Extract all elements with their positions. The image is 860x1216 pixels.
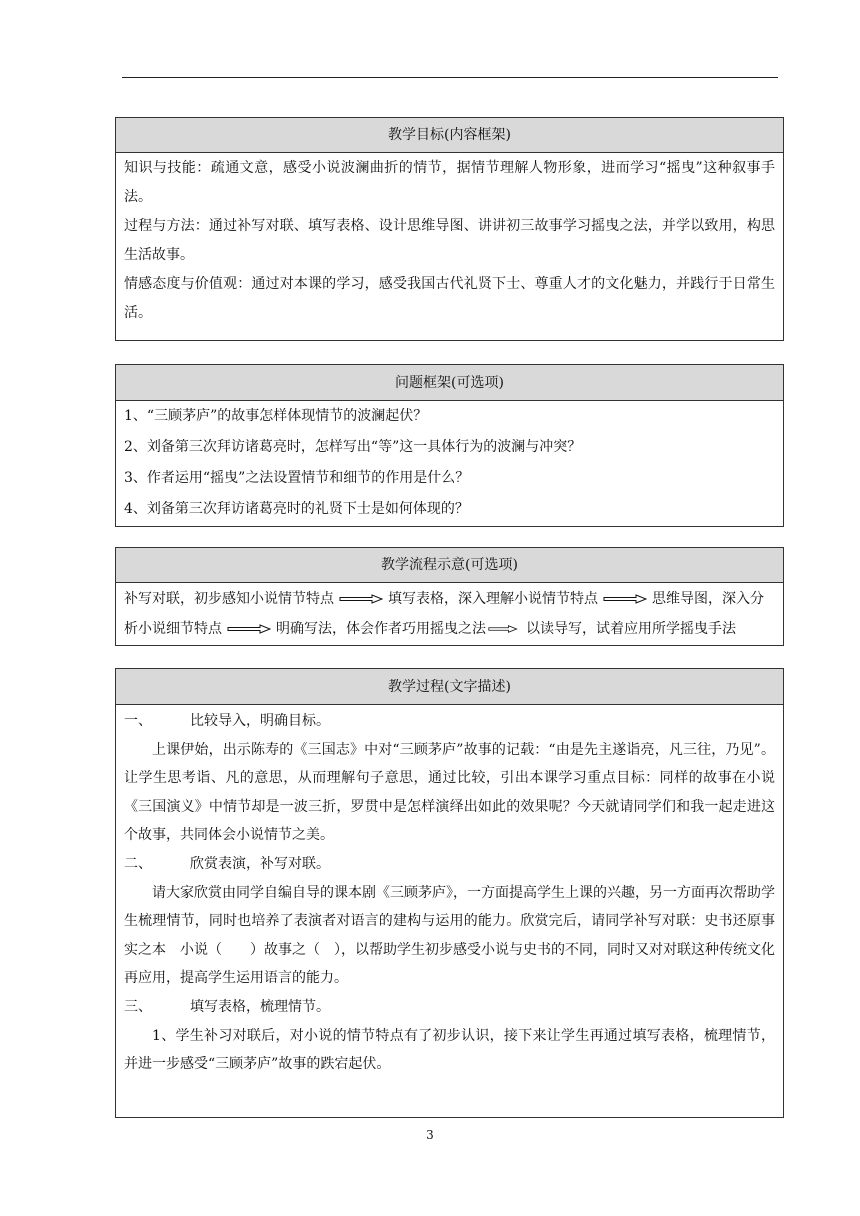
section-number: 一、 [124,713,152,729]
process-title: 教学过程(文字描述) [116,669,783,705]
section-heading-text: 欣赏表演，补写对联。 [190,855,330,872]
section-heading-2 [124,850,775,879]
goals-section [115,117,784,341]
section-heading-1 [124,707,775,736]
flow-step-5: 以读导写，试着应用所学摇曳手法 [526,621,736,637]
section-paragraph: 上课伊始，出示陈寿的《三国志》中对“三顾茅庐”故事的记载：“由是先主遂诣亮，凡三往，乃见”。让学生思考诣、凡的意思，从而理解句子意思，通过比较，引出本课学习重点目标：同样的故事在小说《三国演义》中情节却是一波三折，罗贯中是怎样演绎出如此的效果呢？今天就请同学们和我一起走进这个故事，共同体会小说情节之美。 [124,741,775,844]
goal-method: 过程与方法：通过补写对联、填写表格、设计思维导图、讲讲初三故事学习摇曳之法，并学以致用，构思生活故事。 [124,218,775,263]
arrow-right-icon [603,594,647,604]
flow-step-1: 补写对联，初步感知小说情节特点 [124,591,334,607]
process-section [115,668,784,1118]
page-number: 3 [426,1128,434,1142]
goal-knowledge: 知识与技能：疏通文意，感受小说波澜曲折的情节，据情节理解人物形象，进而学习“摇曳”这种叙事手法。 [124,160,775,205]
questions-title: 问题框架(可选项) [116,365,783,401]
questions-section [115,364,784,527]
flow-step-3: 思维导图，深入分析小说细节特点 [124,591,764,637]
section-heading-text: 填写表格，梳理情节。 [190,998,330,1015]
question-1: 1、“三顾茅庐”的故事怎样体现情节的波澜起伏？ [124,408,428,424]
goal-attitude: 情感态度与价值观：通过对本课的学习，感受我国古代礼贤下士、尊重人才的文化魅力，并践行于日常生活。 [124,276,775,321]
section-number: 二、 [124,855,152,872]
arrow-right-icon [488,624,524,634]
flow-chain [116,583,783,644]
header-rule [122,77,778,78]
flow-title: 教学流程示意(可选项) [116,548,783,583]
question-3: 3、作者运用“摇曳”之法设置情节和细节的作用是什么？ [124,470,470,486]
section-heading-3 [124,993,775,1022]
question-4: 4、刘备第三次拜访诸葛亮时的礼贤下士是如何体现的？ [124,501,469,517]
flow-step-4: 明确写法，体会作者巧用摇曳之法 [276,621,486,637]
flow-section [115,547,784,646]
question-2: 2、刘备第三次拜访诸葛亮时，怎样写出“等”这一具体行为的波澜与冲突？ [124,439,582,455]
section-number: 三、 [124,998,152,1015]
section-paragraph: 请大家欣赏由同学自编自导的课本剧《三顾茅庐》，一方面提高学生上课的兴趣，另一方面再次帮助学生梳理情节，同时也培养了表演者对语言的建构与运用的能力。欣赏完后，请同学补写对联：史书还原事实之本 小说（ ）故事之（ ），以帮助学生初步感受小说与史书的不同，同时又对对联这种传统文化再应用，提高学生运用语言的能力。 [124,884,775,987]
goals-title: 教学目标(内容框架) [116,118,783,153]
flow-step-2: 填写表格，深入理解小说情节特点 [388,591,598,607]
section-heading-text: 比较导入，明确目标。 [190,713,330,729]
arrow-right-icon [227,624,271,634]
arrow-right-icon [339,594,383,604]
section-paragraph: 1、学生补习对联后，对小说的情节特点有了初步认识，接下来让学生再通过填写表格，梳理情节，并进一步感受“三顾茅庐”故事的跌宕起伏。 [124,1027,775,1073]
